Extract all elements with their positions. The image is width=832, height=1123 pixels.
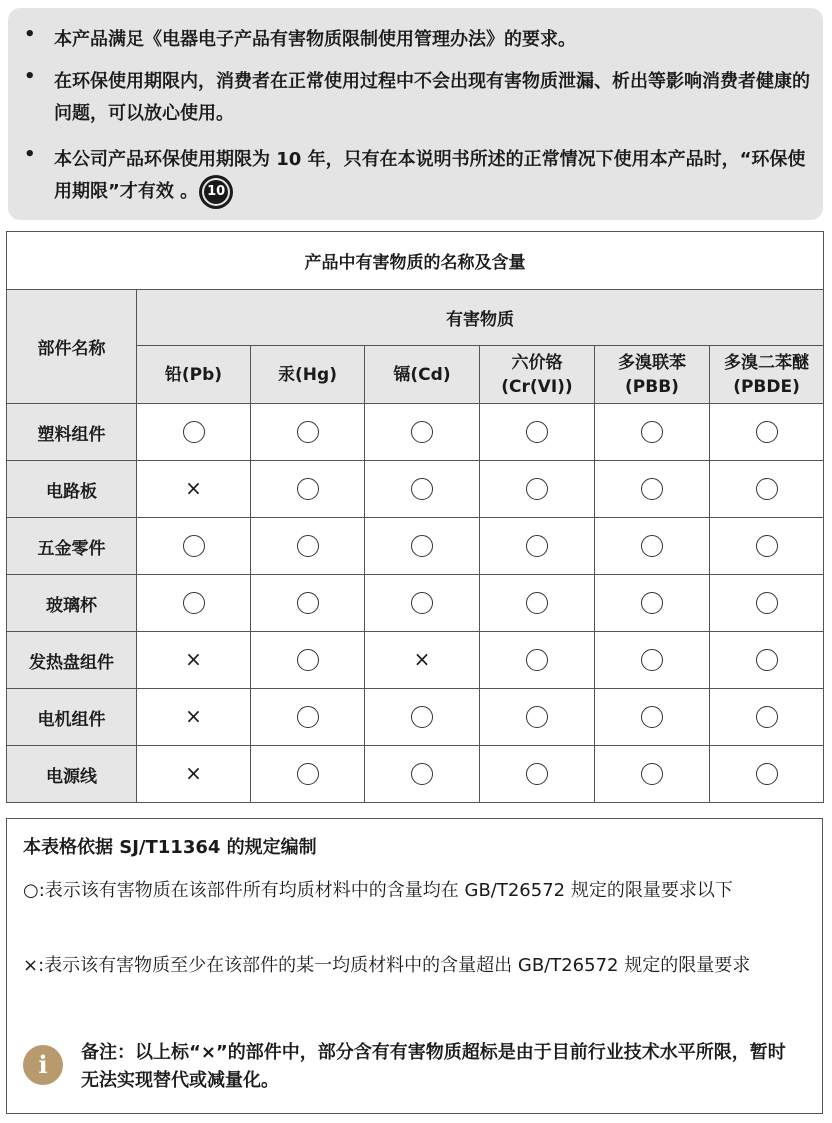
compliant-circle-mark bbox=[411, 535, 433, 557]
compliant-circle-mark bbox=[756, 478, 778, 500]
substance-mark-cell bbox=[137, 575, 251, 632]
substance-mark-cell bbox=[595, 404, 710, 461]
table-row bbox=[7, 632, 824, 689]
substance-mark-cell bbox=[710, 404, 824, 461]
substance-column-header-line: 多溴二苯醚 bbox=[724, 352, 810, 373]
substance-mark-cell bbox=[365, 404, 480, 461]
compliant-circle-mark bbox=[641, 649, 663, 671]
compliant-circle-mark bbox=[641, 706, 663, 728]
substance-mark-cell bbox=[595, 746, 710, 803]
substance-mark-cell bbox=[595, 632, 710, 689]
compliant-circle-mark bbox=[297, 535, 319, 557]
compliant-circle-mark bbox=[411, 706, 433, 728]
compliant-circle-mark bbox=[526, 421, 548, 443]
compliant-circle-mark bbox=[641, 421, 663, 443]
substance-mark-cell bbox=[480, 689, 595, 746]
compliant-circle-mark bbox=[756, 535, 778, 557]
substance-mark-cell bbox=[710, 575, 824, 632]
substance-mark-cell bbox=[251, 575, 365, 632]
compliant-circle-mark bbox=[526, 478, 548, 500]
compliant-circle-mark bbox=[526, 706, 548, 728]
compliant-circle-mark bbox=[183, 592, 205, 614]
compliant-circle-mark bbox=[183, 535, 205, 557]
substance-mark-cell bbox=[251, 404, 365, 461]
substance-column-header bbox=[710, 346, 824, 404]
compliant-circle-mark bbox=[183, 421, 205, 443]
substance-column-header bbox=[365, 346, 480, 404]
substance-mark-cell bbox=[480, 461, 595, 518]
substance-column-header bbox=[251, 346, 365, 404]
compliant-circle-mark bbox=[526, 535, 548, 557]
eco-period-10-icon: 10 bbox=[202, 178, 230, 206]
compliant-circle-mark bbox=[756, 763, 778, 785]
hazardous-substances-table bbox=[6, 231, 824, 803]
compliant-circle-mark bbox=[297, 592, 319, 614]
remark-text: 备注：以上标“×”的部件中，部分含有有害物质超标是由于目前行业技术水平所限，暂时无法实现替代或减量化。 bbox=[81, 1042, 786, 1091]
substance-mark-cell bbox=[365, 575, 480, 632]
compliant-circle-mark bbox=[641, 763, 663, 785]
cross-legend-note: ×:表示该有害物质至少在该部件的某一均质材料中的含量超出 GB/T26572 规定的限量要求 bbox=[23, 955, 751, 976]
substance-mark-cell bbox=[251, 461, 365, 518]
substance-mark-cell bbox=[137, 461, 251, 518]
compliant-circle-mark bbox=[526, 592, 548, 614]
part-name-cell: 塑料组件 bbox=[7, 404, 137, 461]
substance-mark-cell bbox=[365, 746, 480, 803]
substance-column-header-line: 铅(Pb) bbox=[164, 364, 223, 385]
compliant-circle-mark bbox=[641, 478, 663, 500]
substance-mark-cell bbox=[365, 461, 480, 518]
compliant-circle-mark bbox=[411, 478, 433, 500]
part-name-cell: 电机组件 bbox=[7, 689, 137, 746]
compliant-circle-mark bbox=[411, 763, 433, 785]
table-row bbox=[7, 746, 824, 803]
substances-header: 有害物质 bbox=[137, 290, 824, 346]
substance-mark-cell bbox=[251, 518, 365, 575]
substance-mark-cell bbox=[480, 632, 595, 689]
circle-legend-note: ○:表示该有害物质在该部件所有均质材料中的含量均在 GB/T26572 规定的限量要求以下 bbox=[23, 880, 733, 901]
substance-mark-cell bbox=[480, 746, 595, 803]
bullet-dot: • bbox=[24, 66, 36, 87]
table-title: 产品中有害物质的名称及含量 bbox=[7, 232, 824, 290]
environmental-notice-box bbox=[8, 8, 823, 220]
remark bbox=[23, 1039, 803, 1099]
exceeds-cross-mark: × bbox=[185, 761, 202, 785]
substance-column-header-line: 镉(Cd) bbox=[393, 364, 451, 385]
substance-mark-cell bbox=[480, 518, 595, 575]
compliant-circle-mark bbox=[297, 649, 319, 671]
compliant-circle-mark bbox=[756, 649, 778, 671]
substance-mark-cell bbox=[137, 689, 251, 746]
exceeds-cross-mark: × bbox=[185, 647, 202, 671]
substance-mark-cell bbox=[365, 518, 480, 575]
part-name-cell: 五金零件 bbox=[7, 518, 137, 575]
info-icon: i bbox=[23, 1045, 63, 1085]
exceeds-cross-mark: × bbox=[185, 704, 202, 728]
table-row bbox=[7, 461, 824, 518]
compliant-circle-mark bbox=[641, 535, 663, 557]
compliant-circle-mark bbox=[756, 706, 778, 728]
substance-mark-cell bbox=[595, 461, 710, 518]
notice-bullet-text: 在环保使用期限内，消费者在正常使用过程中不会出现有害物质泄漏、析出等影响消费者健康的问题，可以放心使用。 bbox=[54, 71, 810, 124]
substance-column-header-line: (PBDE) bbox=[733, 376, 800, 397]
substance-mark-cell bbox=[137, 518, 251, 575]
substance-mark-cell bbox=[710, 746, 824, 803]
substance-mark-cell bbox=[251, 689, 365, 746]
compliant-circle-mark bbox=[297, 706, 319, 728]
substance-column-header bbox=[137, 346, 251, 404]
exceeds-cross-mark: × bbox=[185, 476, 202, 500]
compliant-circle-mark bbox=[411, 421, 433, 443]
substance-mark-cell bbox=[710, 518, 824, 575]
substance-mark-cell bbox=[137, 746, 251, 803]
bullet-dot: • bbox=[24, 24, 36, 45]
substance-mark-cell bbox=[137, 632, 251, 689]
table-row bbox=[7, 689, 824, 746]
compliant-circle-mark bbox=[756, 592, 778, 614]
substance-mark-cell bbox=[710, 461, 824, 518]
substance-mark-cell bbox=[710, 689, 824, 746]
notes-title: 本表格依据 SJ/T11364 的规定编制 bbox=[23, 837, 317, 858]
compliant-circle-mark bbox=[297, 478, 319, 500]
substance-mark-cell bbox=[365, 632, 480, 689]
compliant-circle-mark bbox=[411, 592, 433, 614]
exceeds-cross-mark: × bbox=[413, 647, 431, 671]
compliant-circle-mark bbox=[297, 421, 319, 443]
substance-column-header-line: 多溴联苯 bbox=[618, 352, 686, 373]
table-row bbox=[7, 518, 824, 575]
substance-mark-cell bbox=[137, 404, 251, 461]
notice-bullet-text bbox=[54, 144, 814, 208]
compliant-circle-mark bbox=[297, 763, 319, 785]
part-name-cell: 玻璃杯 bbox=[7, 575, 137, 632]
substance-mark-cell bbox=[595, 575, 710, 632]
notice-bullet-text: 本产品满足《电器电子产品有害物质限制使用管理办法》的要求。 bbox=[54, 29, 576, 50]
bullet-dot: • bbox=[24, 144, 36, 165]
substance-mark-cell bbox=[365, 689, 480, 746]
substance-mark-cell bbox=[251, 746, 365, 803]
substance-mark-cell bbox=[480, 404, 595, 461]
compliant-circle-mark bbox=[526, 649, 548, 671]
compliant-circle-mark bbox=[756, 421, 778, 443]
compliant-circle-mark bbox=[641, 592, 663, 614]
notice-bullet-3-text: 本公司产品环保使用期限为 10 年，只有在本说明书所述的正常情况下使用本产品时，“环保使用期限”才有效 。 bbox=[54, 149, 806, 202]
part-name-cell: 发热盘组件 bbox=[7, 632, 137, 689]
substance-column-header-line: 六价铬 bbox=[511, 352, 563, 373]
substance-column-header bbox=[595, 346, 710, 404]
substance-column-header-line: (Cr(VI)) bbox=[501, 376, 573, 397]
notes-box bbox=[6, 818, 823, 1114]
substance-column-header-line: (PBB) bbox=[625, 376, 679, 397]
table-row bbox=[7, 404, 824, 461]
substance-mark-cell bbox=[595, 689, 710, 746]
table-row bbox=[7, 575, 824, 632]
substance-mark-cell bbox=[480, 575, 595, 632]
substance-mark-cell bbox=[251, 632, 365, 689]
substance-mark-cell bbox=[595, 518, 710, 575]
part-name-header: 部件名称 bbox=[7, 290, 137, 404]
substance-mark-cell bbox=[710, 632, 824, 689]
part-name-cell: 电源线 bbox=[7, 746, 137, 803]
part-name-cell: 电路板 bbox=[7, 461, 137, 518]
compliant-circle-mark bbox=[526, 763, 548, 785]
substance-column-header-line: 汞(Hg) bbox=[278, 364, 337, 385]
substance-column-header bbox=[480, 346, 595, 404]
